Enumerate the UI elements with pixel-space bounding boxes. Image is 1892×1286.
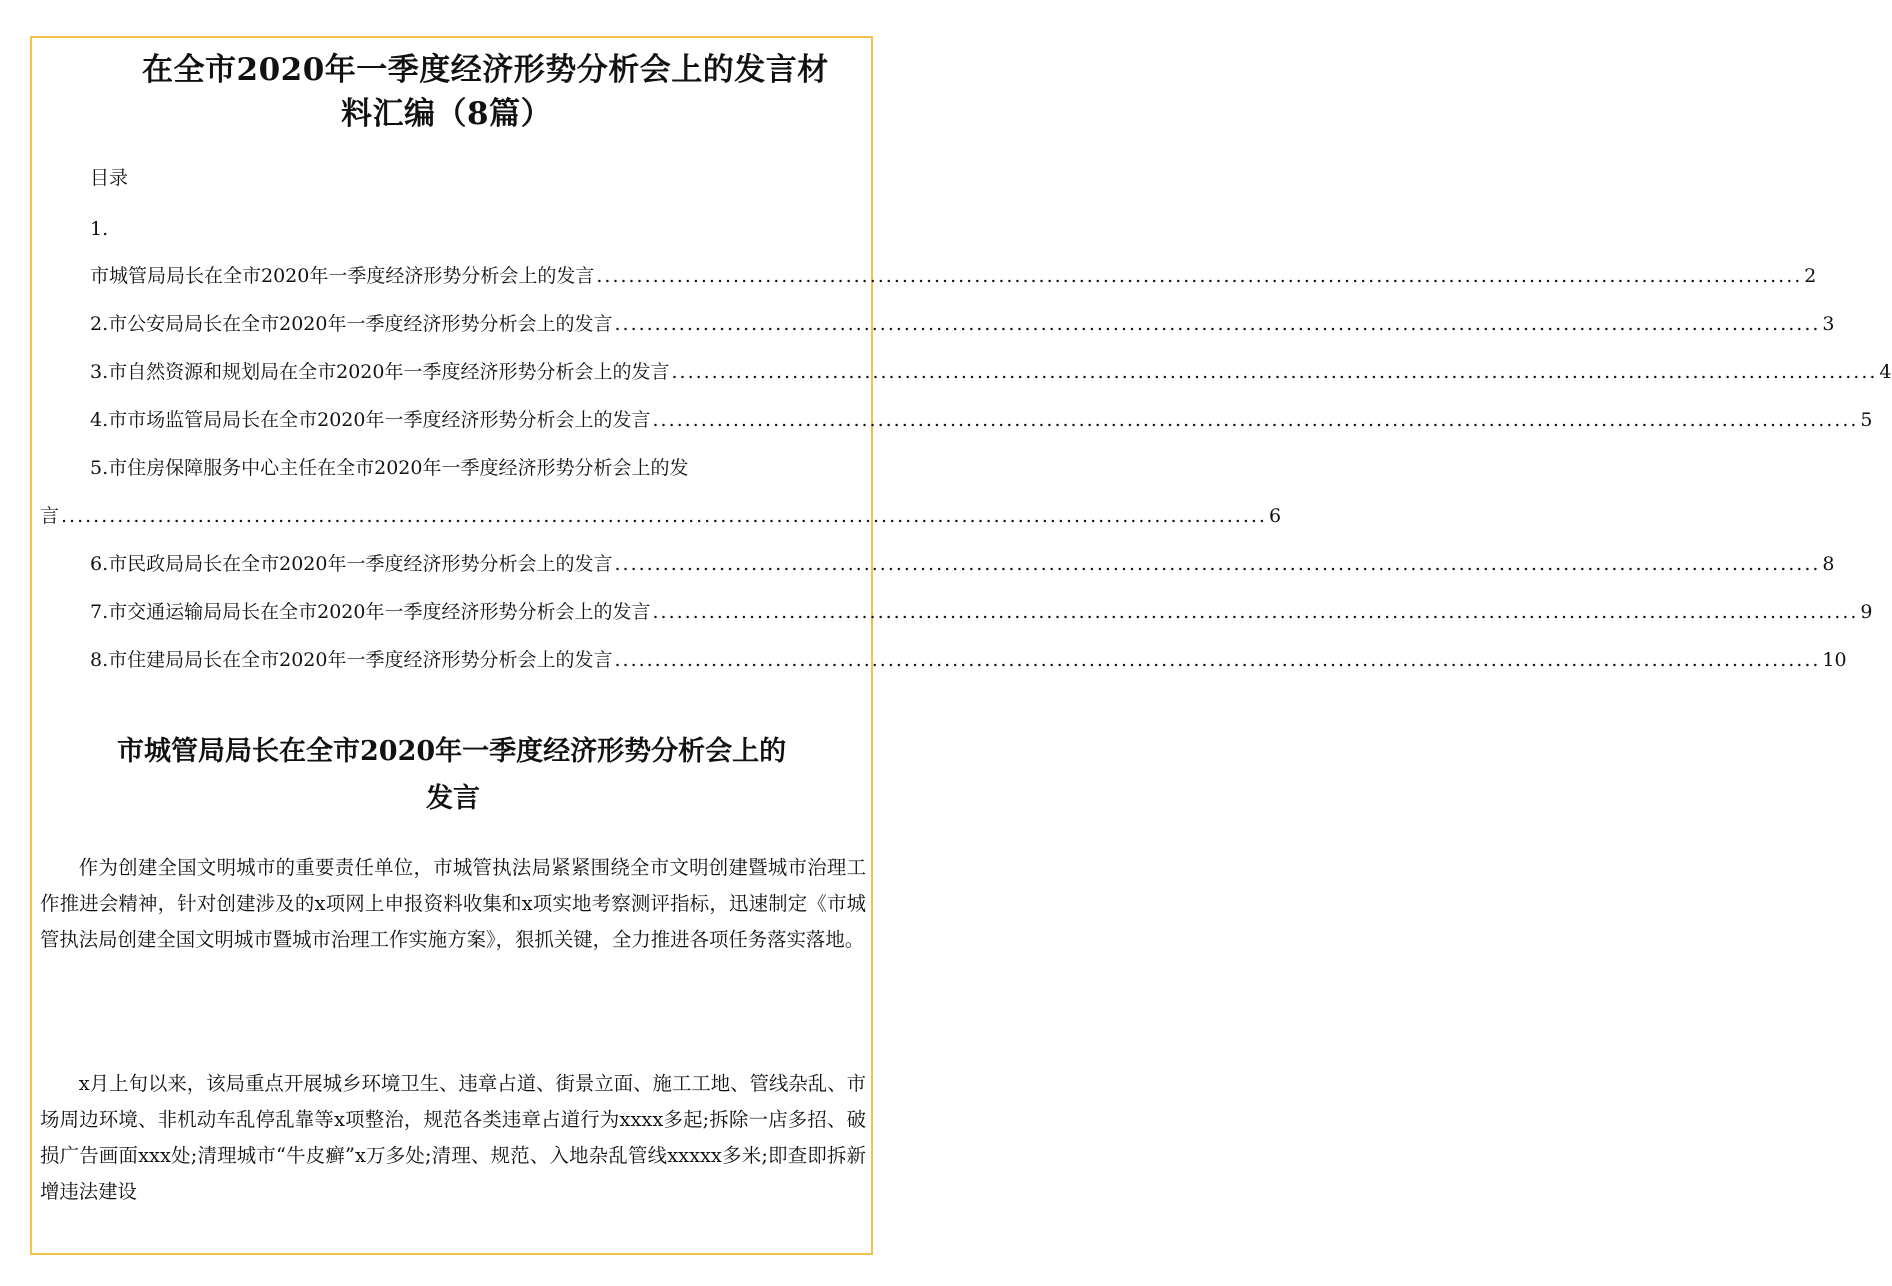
section-title-line-2: 发言 bbox=[426, 783, 480, 814]
toc-page-number: 3 bbox=[1822, 313, 1835, 335]
toc-entry-text: 5.市住房保障服务中心主任在全市2020年一季度经济形势分析会上的发 bbox=[90, 457, 689, 479]
toc-entry-1[interactable] bbox=[40, 262, 1817, 290]
toc-leader-dots bbox=[61, 502, 1267, 530]
toc-entry-text: 4.市市场监管局局长在全市2020年一季度经济形势分析会上的发言 bbox=[90, 409, 651, 431]
toc-entry-5-continued[interactable] bbox=[40, 502, 1282, 530]
toc-leader-dots bbox=[652, 598, 1858, 626]
toc-leader-dots bbox=[614, 310, 1820, 338]
body-paragraph-1: 作为创建全国文明城市的重要责任单位，市城管执法局紧紧围绕全市文明创建暨城市治理工作推进会精神，针对创建涉及的x项网上申报资料收集和x项实地考察测评指标，迅速制定《市城管执法局创建全国文明城市暨城市治理工作实施方案》，狠抓关键，全力推进各项任务落实落地。 bbox=[40, 856, 866, 951]
toc-page-number: 9 bbox=[1860, 601, 1873, 623]
toc-entry-text: 8.市住建局局长在全市2020年一季度经济形势分析会上的发言 bbox=[90, 649, 613, 671]
section-title-line-1: 市城管局局长在全市2020年一季度经济形势分析会上的 bbox=[117, 736, 787, 767]
toc-entry-6[interactable] bbox=[40, 550, 1835, 578]
toc-entry-text: 7.市交通运输局局长在全市2020年一季度经济形势分析会上的发言 bbox=[90, 601, 651, 623]
toc-leader-dots bbox=[671, 358, 1877, 386]
toc-page-number: 2 bbox=[1804, 265, 1817, 287]
toc-page-number: 6 bbox=[1268, 505, 1282, 527]
toc-entry-text: 言 bbox=[40, 505, 60, 527]
toc-entry-text: 2.市公安局局长在全市2020年一季度经济形势分析会上的发言 bbox=[90, 313, 613, 335]
toc-leader-dots bbox=[652, 406, 1858, 434]
toc-entry-7[interactable] bbox=[40, 598, 1873, 626]
toc-entry-8[interactable] bbox=[40, 646, 1847, 674]
toc-entry-text: 1. bbox=[90, 218, 109, 240]
body-paragraph-2: x月上旬以来，该局重点开展城乡环境卫生、违章占道、街景立面、施工工地、管线杂乱、市场周边环境、非机动车乱停乱靠等x项整治，规范各类违章占道行为xxxx多起;拆除一店多招、破损广告画面xxx处;清理城市“牛皮癣”x万多处;清理、规范、入地杂乱管线xxxxx多米;即查即拆新增违法建设 bbox=[40, 1072, 866, 1203]
document-title-line-2: 料汇编（8篇） bbox=[341, 96, 553, 132]
toc-entry-3[interactable] bbox=[40, 358, 1892, 386]
document-title-line-1: 在全市2020年一季度经济形势分析会上的发言材 bbox=[142, 52, 829, 88]
toc-page-number: 8 bbox=[1822, 553, 1835, 575]
toc-entry-2[interactable] bbox=[40, 310, 1835, 338]
toc-leader-dots bbox=[614, 646, 1820, 674]
toc-page-number: 10 bbox=[1822, 649, 1847, 671]
toc-entry-1-number[interactable] bbox=[40, 215, 916, 243]
toc-page-number: 5 bbox=[1860, 409, 1873, 431]
toc-page-number: 4 bbox=[1879, 361, 1892, 383]
toc-entry-4[interactable] bbox=[40, 406, 1873, 434]
toc-entry-text: 6.市民政局局长在全市2020年一季度经济形势分析会上的发言 bbox=[90, 553, 613, 575]
toc-leader-dots bbox=[614, 550, 1820, 578]
toc-heading: 目录 bbox=[90, 167, 129, 189]
toc-entry-text: 3.市自然资源和规划局在全市2020年一季度经济形势分析会上的发言 bbox=[90, 361, 670, 383]
toc-entry-5[interactable] bbox=[40, 454, 916, 482]
toc-entry-text: 市城管局局长在全市2020年一季度经济形势分析会上的发言 bbox=[90, 265, 595, 287]
toc-leader-dots bbox=[596, 262, 1802, 290]
